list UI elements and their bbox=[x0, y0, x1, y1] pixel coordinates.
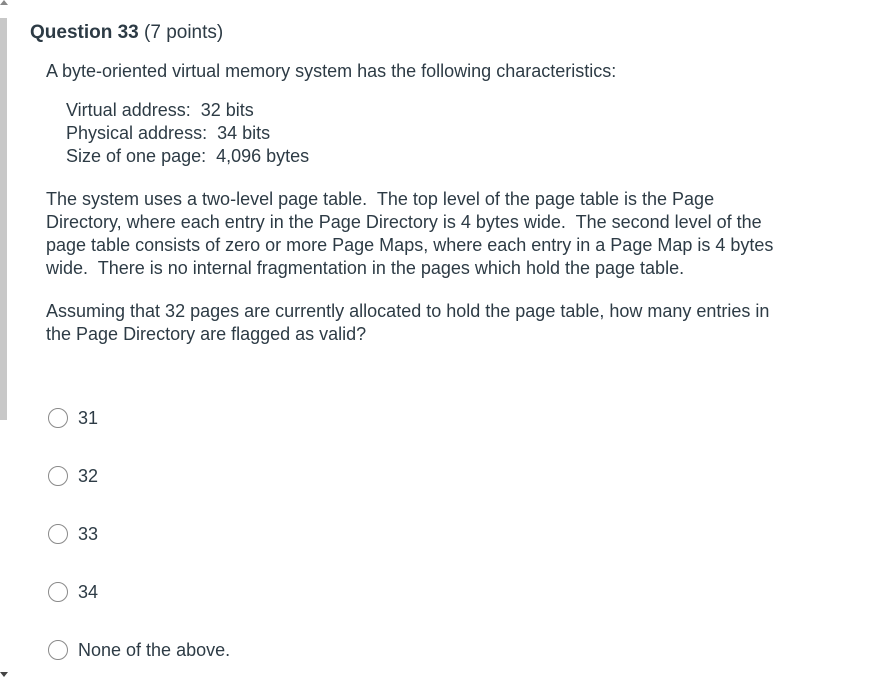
answer-label: 33 bbox=[78, 523, 99, 544]
question-container bbox=[30, 20, 870, 366]
answer-option-3[interactable] bbox=[48, 519, 230, 549]
question-points: (7 points) bbox=[144, 22, 224, 43]
spec-list bbox=[66, 99, 776, 168]
spec-page-size: Size of one page: 4,096 bytes bbox=[66, 146, 310, 166]
radio-button[interactable] bbox=[48, 408, 68, 428]
radio-button[interactable] bbox=[48, 466, 68, 486]
scroll-down-arrow-icon[interactable] bbox=[0, 672, 8, 677]
answer-option-1[interactable] bbox=[48, 403, 230, 433]
answer-label: 31 bbox=[78, 407, 99, 428]
spec-virtual-address: Virtual address: 32 bits bbox=[66, 100, 254, 120]
question-prompt: Assuming that 32 pages are currently allocated to hold the page table, how many entries in the Page Directory are flagged as valid? bbox=[46, 301, 770, 344]
scrollbar-thumb[interactable] bbox=[0, 18, 7, 420]
question-intro: A byte-oriented virtual memory system has the following characteristics: bbox=[46, 61, 617, 81]
radio-button[interactable] bbox=[48, 640, 68, 660]
scroll-up-arrow-icon[interactable] bbox=[0, 0, 8, 5]
radio-button[interactable] bbox=[48, 524, 68, 544]
answer-options bbox=[48, 403, 230, 693]
question-title: Question 33 bbox=[30, 22, 139, 43]
spec-physical-address: Physical address: 34 bits bbox=[66, 123, 271, 143]
answer-option-4[interactable] bbox=[48, 577, 230, 607]
scrollbar-track[interactable] bbox=[0, 0, 8, 679]
radio-button[interactable] bbox=[48, 582, 68, 602]
question-header bbox=[30, 20, 870, 46]
answer-option-5[interactable] bbox=[48, 635, 230, 665]
answer-label: None of the above. bbox=[78, 639, 231, 660]
answer-label: 32 bbox=[78, 465, 99, 486]
answer-option-2[interactable] bbox=[48, 461, 230, 491]
question-description: The system uses a two-level page table. The top level of the page table is the Page Directory, where each entry in the Page Directory is 4 bytes wide. The second level of the page table consists of zero or more Page Maps, where each entry in a Page Map is 4 bytes wide. There is no internal fragmentation in the pages which hold the page table. bbox=[46, 189, 779, 278]
question-body bbox=[46, 60, 779, 346]
answer-label: 34 bbox=[78, 581, 99, 602]
